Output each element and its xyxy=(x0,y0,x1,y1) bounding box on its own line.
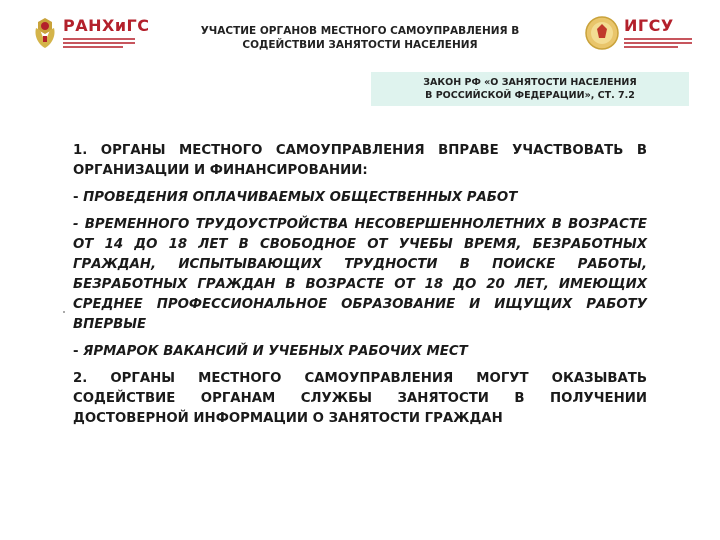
bullet-temporary-employment xyxy=(73,215,647,335)
igsu-logo-subtitle xyxy=(624,38,692,50)
ranepa-logo-subtitle xyxy=(63,38,149,50)
item-2-text: 2. ОРГАНЫ МЕСТНОГО САМОУПРАВЛЕНИЯ МОГУТ ОКАЗЫВАТЬ СОДЕЙСТВИЕ ОРГАНАМ СЛУЖБЫ ЗАНЯТОСТИ В ПОЛУЧЕНИИ ДОСТОВЕРНОЙ ИНФОРМАЦИИ О ЗАНЯТОСТИ ГРАЖДАН xyxy=(73,371,647,426)
law-reference-line2: В РОССИЙСКОЙ ФЕДЕРАЦИИ», СТ. 7.2 xyxy=(425,90,635,101)
ranepa-emblem-icon xyxy=(32,16,58,50)
slide-title-line2: СОДЕЙСТВИИ ЗАНЯТОСТИ НАСЕЛЕНИЯ xyxy=(242,39,478,51)
decorative-dot xyxy=(63,311,65,313)
slide-title xyxy=(170,24,550,52)
ranepa-logo-name: РАНХиГС xyxy=(63,15,150,35)
igsu-seal-icon xyxy=(585,16,619,50)
bullet-dash: - xyxy=(73,217,85,232)
law-reference-box xyxy=(371,72,689,106)
ranepa-logo xyxy=(32,12,150,54)
bullet-public-works xyxy=(73,188,647,208)
igsu-logo xyxy=(585,12,695,54)
bullet-job-fairs xyxy=(73,342,647,362)
item-1-heading: 1. ОРГАНЫ МЕСТНОГО САМОУПРАВЛЕНИЯ ВПРАВЕ УЧАСТВОВАТЬ В ОРГАНИЗАЦИИ И ФИНАНСИРОВАНИИ: xyxy=(73,143,647,178)
bullet-job-fairs-text: ЯРМАРОК ВАКАНСИЙ И УЧЕБНЫХ РАБОЧИХ МЕСТ xyxy=(83,344,468,359)
slide-body xyxy=(73,141,647,429)
law-reference-line1: ЗАКОН РФ «О ЗАНЯТОСТИ НАСЕЛЕНИЯ xyxy=(423,77,637,88)
bullet-dash: - xyxy=(73,344,84,359)
bullet-dash: - xyxy=(73,190,84,205)
slide-header xyxy=(0,0,720,66)
bullet-temporary-employment-text: ВРЕМЕННОГО ТРУДОУСТРОЙСТВА НЕСОВЕРШЕННОЛЕТНИХ В ВОЗРАСТЕ ОТ 14 ДО 18 ЛЕТ В СВОБОДНОЕ ОТ УЧЕБЫ ВРЕМЯ, БЕЗРАБОТНЫХ ГРАЖДАН, ИСПЫТЫВАЮЩИХ ТРУДНОСТИ В ПОИСКЕ РАБОТЫ, БЕЗРАБОТНЫХ ГРАЖДАН В ВОЗРАСТЕ ОТ 18 ДО 20 ЛЕТ, ИМЕЮЩИХ СРЕДНЕЕ ПРОФЕССИОНАЛЬНОЕ ОБРАЗОВАНИЕ И ИЩУЩИХ РАБОТУ ВПЕРВЫЕ xyxy=(73,217,647,332)
igsu-logo-name: ИГСУ xyxy=(624,15,674,35)
slide-title-line1: УЧАСТИЕ ОРГАНОВ МЕСТНОГО САМОУПРАВЛЕНИЯ В xyxy=(200,25,520,37)
bullet-public-works-text: ПРОВЕДЕНИЯ ОПЛАЧИВАЕМЫХ ОБЩЕСТВЕННЫХ РАБОТ xyxy=(83,190,518,205)
